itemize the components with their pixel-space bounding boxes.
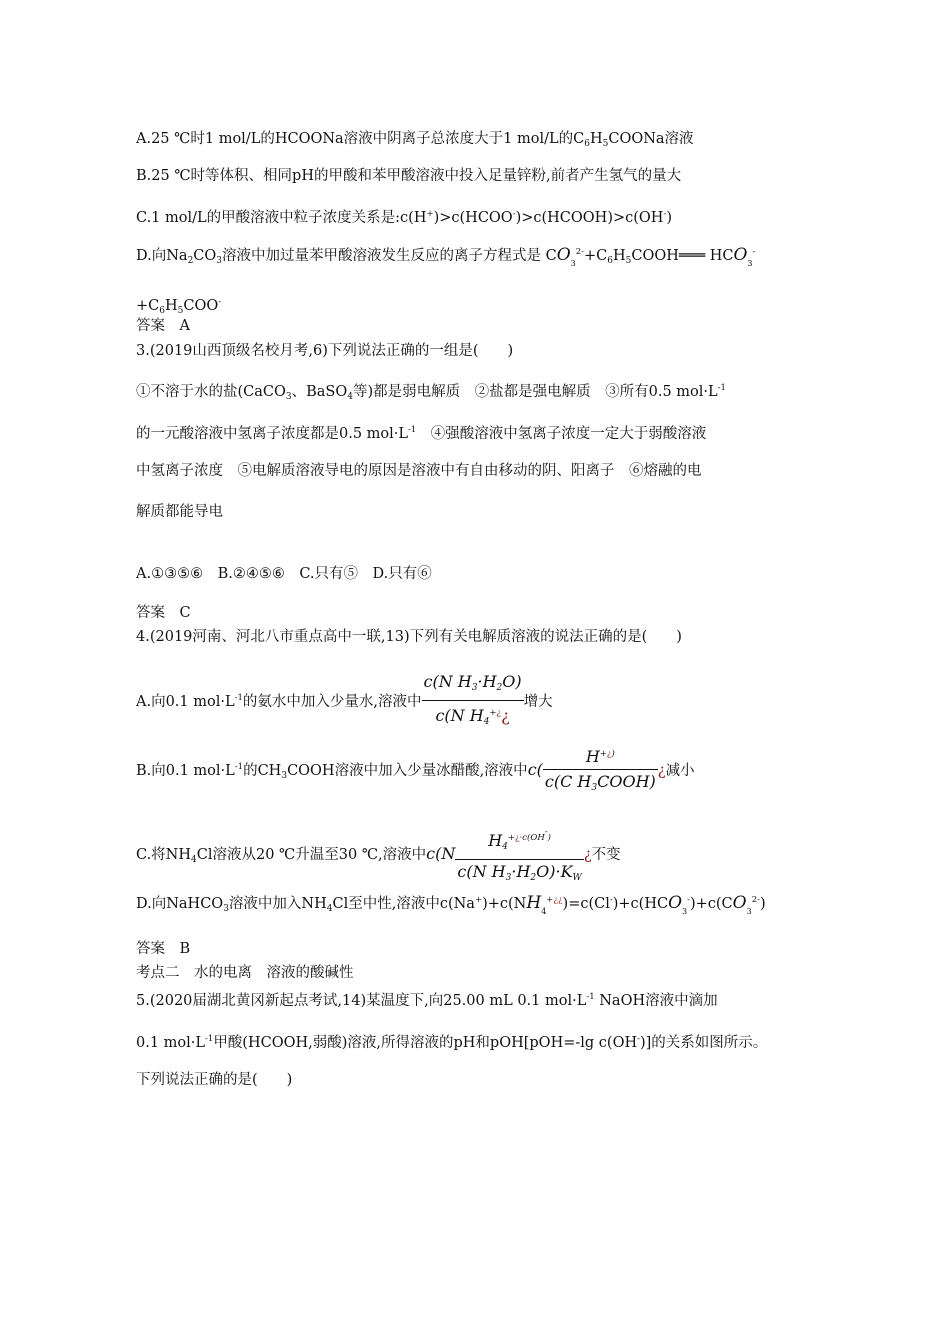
q3-line-1: ①不溶于水的盐(CaCO$_3$、BaSO$_4$等)都是弱电解质 ②盐都是强电解质 ③所有0.5 $mol\cdot L^{-1}$	[136, 383, 726, 402]
q2-option-d: D.向$Na_2CO_3$溶液中加过量苯甲酸溶液发生反应的离子方程式是 $CO_3^{2-}+C_6H_5COOH═══$ $HCO_3^-$	[136, 245, 756, 268]
q3-line-2: 的一元酸溶液中氢离子浓度都是0.5 $mol\cdot L^{-1}$ ④强酸溶液中氢离子浓度一定大于弱酸溶液	[136, 425, 707, 442]
section-heading: 考点二 水的电离 溶液的酸碱性	[136, 965, 354, 981]
q3-answer: 答案 C	[136, 605, 191, 621]
q2-answer: 答案 A	[136, 318, 190, 334]
q3-line-3: 中氢离子浓度 ⑤电解质溶液导电的原因是溶液中有自由移动的阴、阳离子 ⑥熔融的电	[136, 463, 702, 479]
q5-line-1: 5.(2020届湖北黄冈新起点考试,14)某温度下,向25.00 mL 0.1 $mol\cdot L^{-1}$ NaOH溶液中滴加	[136, 992, 718, 1009]
q4-option-c: C.将$NH_4Cl$溶液从20 ℃升温至30 ℃,溶液中c(N $\frac{H_4^{+¿\cdot c(OH-)}}{c(N H_3\cdot H_2O)\cdot K_W}$ ¿不变	[136, 820, 621, 890]
q2-option-d-cont: $+C_6H_5COO^-$	[136, 297, 222, 316]
q2-option-a: A.25 ℃时1 mol/L的HCOONa溶液中阴离子总浓度大于1 mol/L的$C_6H_5COONa$溶液	[136, 131, 694, 149]
q4-option-b: B.向0.1 $mol\cdot L^{-1}$的$CH_3COOH$溶液中加入少量冰醋酸,溶液中c( $\frac{H^{+¿)}}{c(C H_3COOH)}$ ¿减小	[136, 742, 695, 800]
q5-line-2: 0.1 $mol\cdot L^{-1}$甲酸(HCOOH,弱酸)溶液,所得溶液的pH和pOH[pOH=-lg c(OH-)]的关系如图所示。	[136, 1034, 768, 1051]
q3-options: A.①③⑤⑥ B.②④⑤⑥ C.只有⑤ D.只有⑥	[136, 566, 432, 582]
q4-option-a: A.向0.1 $mol\cdot L^{-1}$的氨水中加入少量水,溶液中 $\frac{c(N H_3\cdot H_2O)}{c(N H_4^{+¿}¿}$ 增大	[136, 672, 553, 727]
q4-stem: 4.(2019河南、河北八市重点高中一联,13)下列有关电解质溶液的说法正确的是( )	[136, 629, 682, 645]
q2-option-c: C.1 mol/L的甲酸溶液中粒子浓度关系是:c(H+)>c(HCOO-)>c(HCOOH)>c(OH-)	[136, 209, 672, 226]
q4-answer: 答案 B	[136, 941, 191, 957]
q3-line-4: 解质都能导电	[136, 504, 223, 520]
q4-option-d: D.向NaHCO$_3$溶液中加入$NH_4Cl$至中性,溶液中$c(Na^+)+c(NH_4^{+¿¿})=c(Cl^-)+c(HCO_3^-)+c(CO_3^{2-})$	[136, 893, 766, 916]
q3-stem: 3.(2019山西顶级名校月考,6)下列说法正确的一组是( )	[136, 343, 514, 359]
q2-option-b: B.25 ℃时等体积、相同pH的甲酸和苯甲酸溶液中投入足量锌粉,前者产生氢气的量大	[136, 168, 682, 184]
q5-line-3: 下列说法正确的是( )	[136, 1072, 293, 1088]
